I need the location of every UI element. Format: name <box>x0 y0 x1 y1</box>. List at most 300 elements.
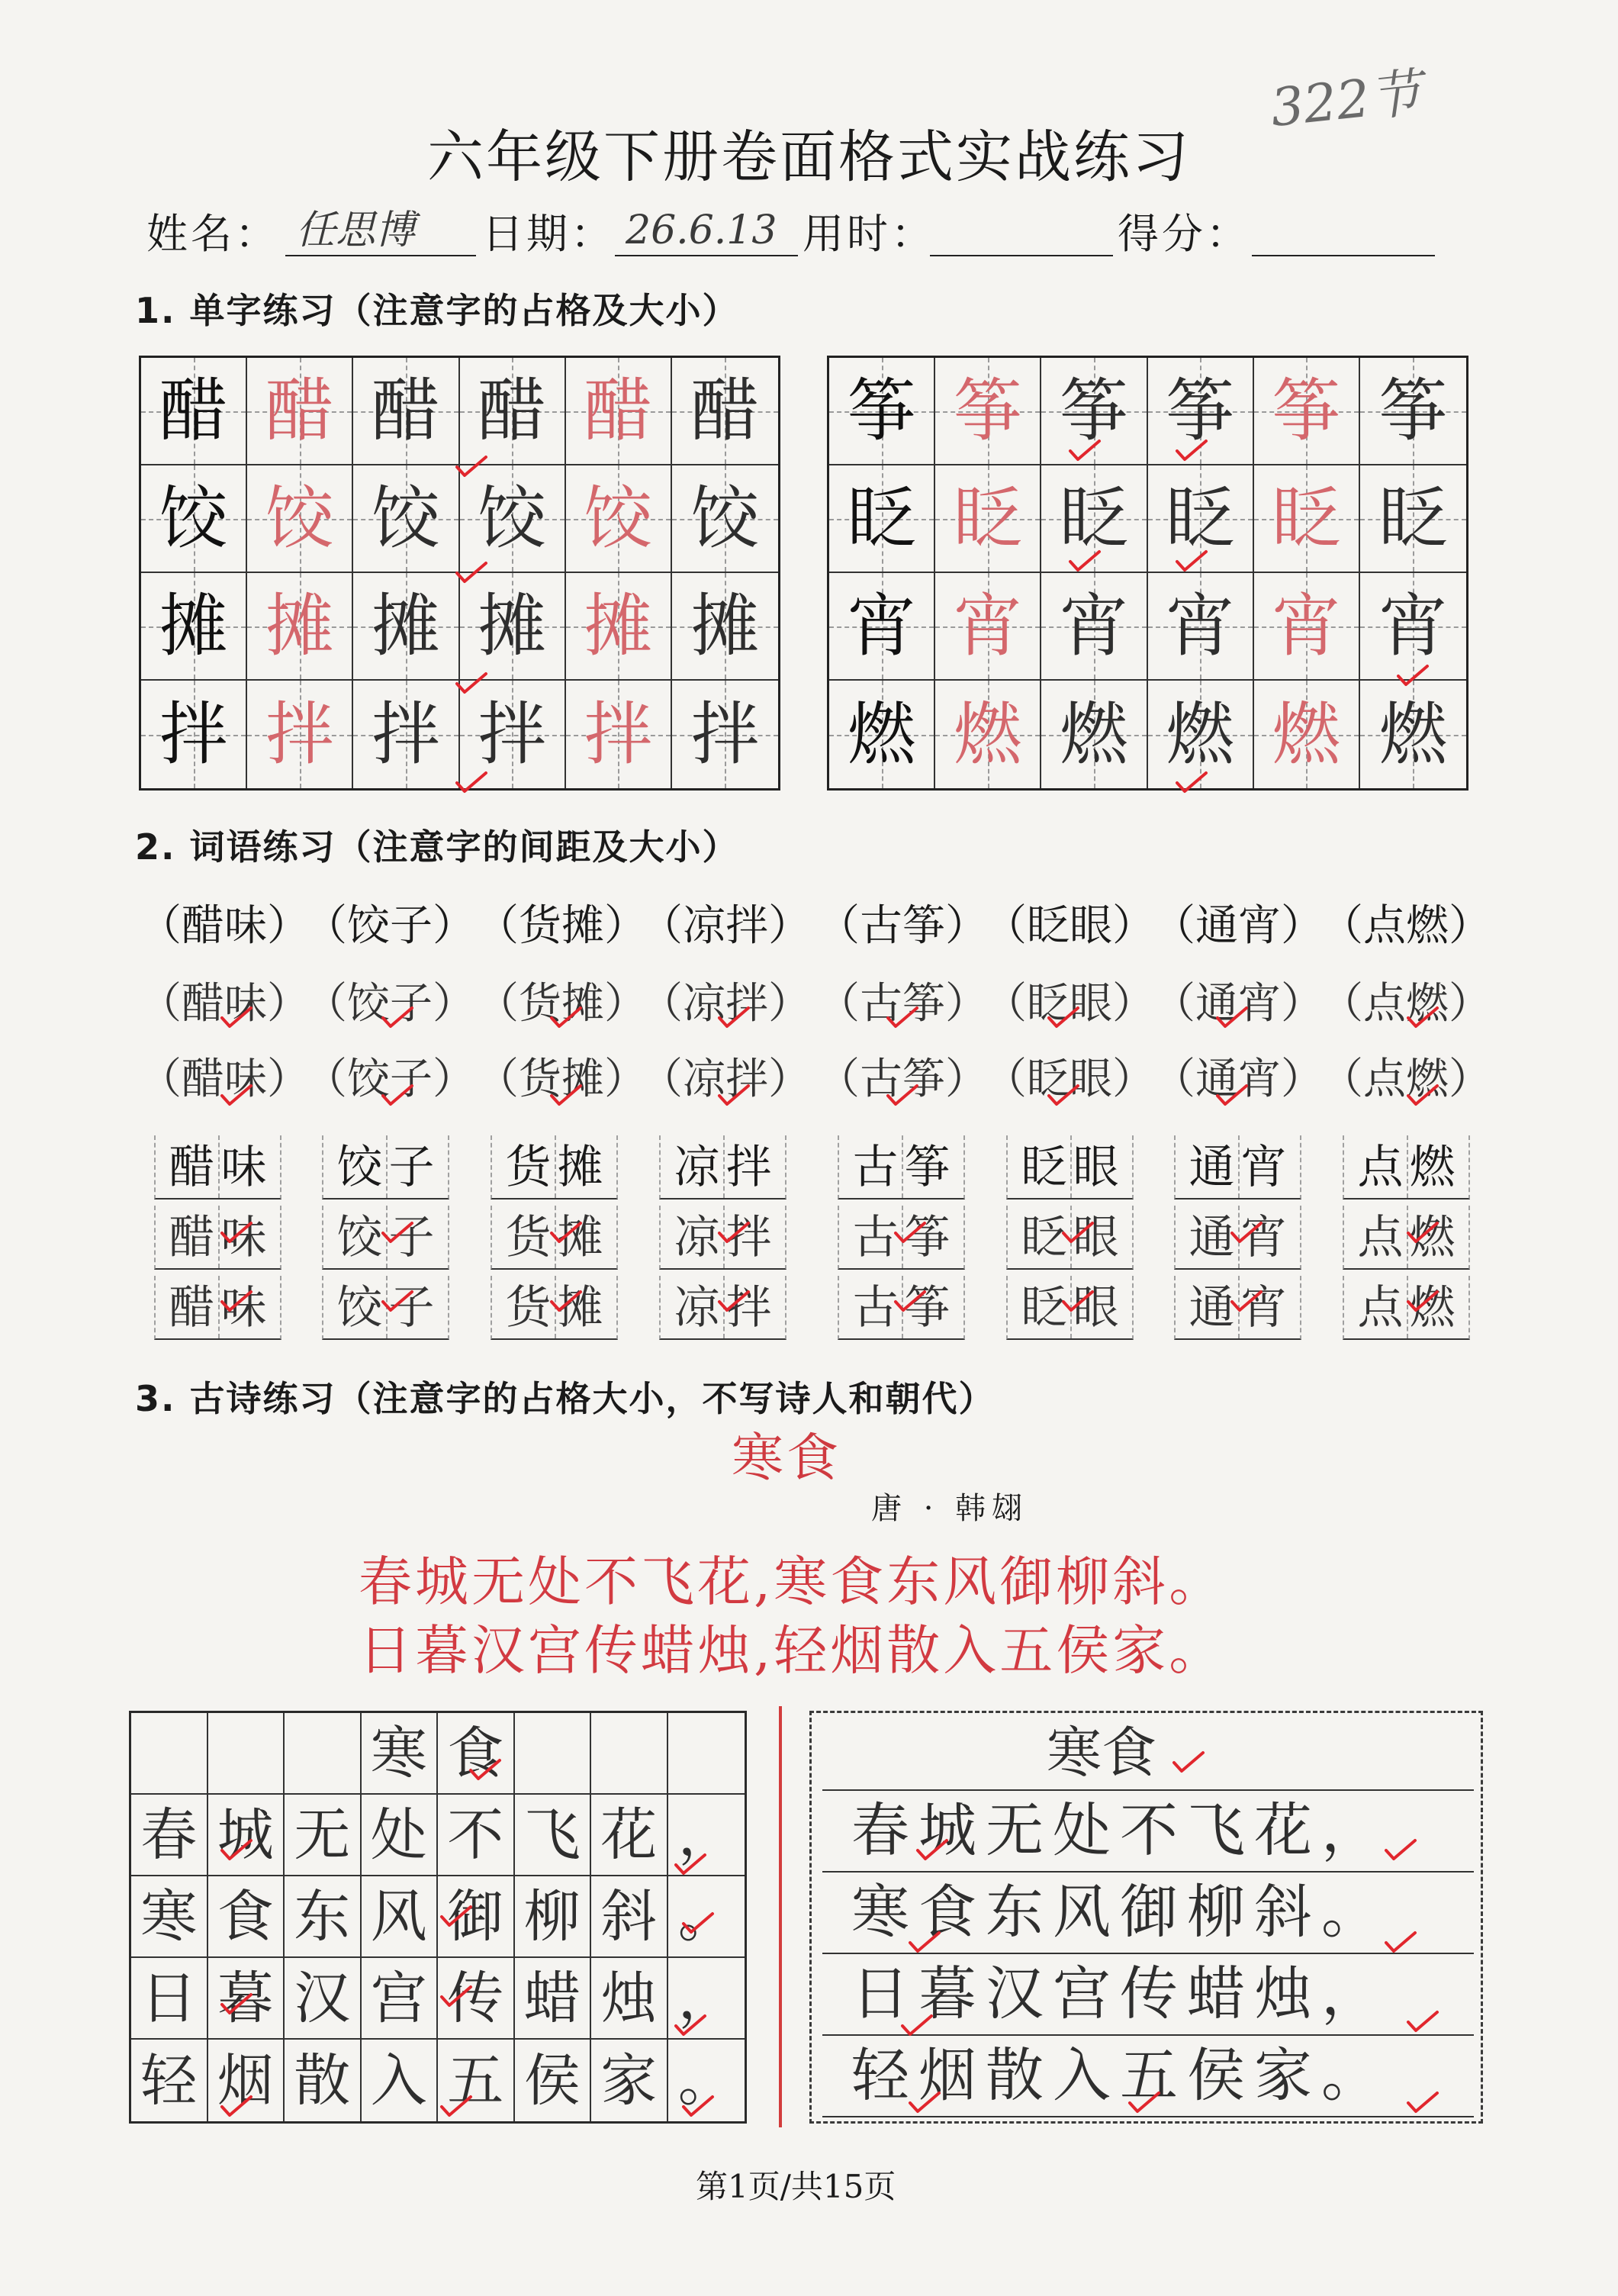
grid-character: 筝 <box>953 370 1022 451</box>
grid-cell <box>285 2040 362 2121</box>
word-writing-box <box>659 1135 786 1200</box>
handwritten-character: 宫 <box>370 1965 427 2031</box>
grid-character: 拌 <box>371 694 440 774</box>
worksheet-title: 六年级下册卷面格式实战练习 <box>427 124 1191 190</box>
check-mark <box>915 1838 949 1861</box>
check-mark <box>900 2014 934 2037</box>
check-mark <box>1068 439 1102 462</box>
grid-character: 燃 <box>1166 694 1235 774</box>
check-mark <box>717 1084 751 1106</box>
handwritten-character: ， <box>677 1802 735 1868</box>
word-text: 凉拌 <box>674 1211 778 1264</box>
grid-character: 摊 <box>478 585 547 666</box>
handwritten-character: ， <box>677 1965 735 2031</box>
word-writing-box <box>1343 1135 1470 1200</box>
grid-character: 宵 <box>1272 585 1341 666</box>
check-mark <box>455 561 488 584</box>
tianzige-cell <box>141 465 247 573</box>
name-value: 任思博 <box>296 208 416 253</box>
bracket-word: （通宵） <box>1153 1055 1324 1104</box>
tianzige-cell <box>1254 465 1360 573</box>
word-text: 醋味 <box>169 1211 273 1264</box>
check-mark <box>1406 1221 1439 1244</box>
handwritten-character: 处 <box>370 1802 427 1868</box>
word-text: 货摊 <box>505 1281 610 1335</box>
grid-character: 摊 <box>371 585 440 666</box>
handwritten-poem-line: 轻烟散入五侯家。 <box>851 2041 1388 2109</box>
grid-character: 眨 <box>1059 478 1128 559</box>
check-mark <box>1047 1006 1080 1029</box>
grid-character: 饺 <box>584 478 653 559</box>
grid-character: 摊 <box>159 585 228 666</box>
bracket-word: （古筝） <box>817 979 988 1029</box>
word-writing-box <box>154 1276 281 1340</box>
grid-cell <box>131 1713 208 1795</box>
tianzige-cell <box>1360 465 1466 573</box>
grid-character: 眨 <box>1272 478 1341 559</box>
bracket-word: （眨眼） <box>984 979 1155 1029</box>
grid-character: 宵 <box>847 585 916 666</box>
date-label: 日期： <box>482 210 615 258</box>
handwritten-character: 御 <box>447 1883 504 1950</box>
check-mark <box>439 1905 473 1927</box>
tianzige-cell <box>672 681 778 788</box>
tianzige-cell <box>141 681 247 788</box>
page-number: 第1页/共15页 <box>696 2168 896 2205</box>
grid-character: 燃 <box>1272 694 1341 774</box>
word-text: 饺子 <box>336 1141 441 1194</box>
bracket-word: （饺子） <box>304 901 475 951</box>
grid-cell <box>362 1958 439 2040</box>
grid-character: 筝 <box>1166 370 1235 451</box>
grid-cell <box>362 1795 439 1876</box>
poem-line: 日暮汉宫传蜡烛,轻烟散入五侯家。 <box>359 1619 1226 1682</box>
word-text: 古筝 <box>852 1281 957 1335</box>
tianzige-cell <box>247 465 353 573</box>
grid-character: 眨 <box>953 478 1022 559</box>
tianzige-cell <box>247 573 353 681</box>
character-grid-right <box>827 356 1468 791</box>
grid-character: 拌 <box>265 694 334 774</box>
handwritten-corner-note: 322节 <box>1268 63 1425 140</box>
poem-grid-practice <box>129 1711 747 2124</box>
grid-cell <box>208 1795 285 1876</box>
handwritten-poem-line: 寒食东风御柳斜。 <box>851 1878 1388 1946</box>
word-writing-box <box>838 1135 965 1200</box>
tianzige-cell <box>1360 358 1466 465</box>
bracket-word: （饺子） <box>304 979 475 1029</box>
tianzige-cell <box>672 465 778 573</box>
handwritten-character: 暮 <box>217 1965 274 2031</box>
grid-cell <box>131 1795 208 1876</box>
grid-cell <box>285 1876 362 1958</box>
grid-cell <box>362 1713 439 1795</box>
check-mark <box>681 1911 715 1934</box>
grid-character: 摊 <box>584 585 653 666</box>
grid-cell <box>438 1713 515 1795</box>
bracket-word: （货摊） <box>476 1055 647 1104</box>
tianzige-cell <box>566 681 672 788</box>
word-text: 凉拌 <box>674 1141 778 1194</box>
word-text: 点燃 <box>1357 1141 1462 1194</box>
check-mark <box>893 1290 927 1312</box>
check-mark <box>549 1290 583 1312</box>
tianzige-cell <box>935 681 1041 788</box>
check-mark <box>908 1931 941 1953</box>
section2-heading: 2. 词语练习（注意字的间距及大小） <box>135 826 739 868</box>
check-mark <box>674 2014 707 2037</box>
handwritten-character: 城 <box>217 1802 274 1868</box>
handwritten-character: 烟 <box>217 2047 274 2114</box>
tianzige-cell <box>935 465 1041 573</box>
section3-heading: 3. 古诗练习（注意字的占格大小，不写诗人和朝代） <box>135 1378 996 1419</box>
handwritten-character: 蜡 <box>523 1965 581 2031</box>
handwritten-poem-line: 日暮汉宫传蜡烛， <box>851 1959 1388 2027</box>
tianzige-cell <box>1254 358 1360 465</box>
check-mark <box>1175 439 1208 462</box>
grid-cell <box>515 1713 592 1795</box>
bracket-word: （点燃） <box>1320 979 1491 1029</box>
tianzige-cell <box>829 358 935 465</box>
handwritten-character: 不 <box>447 1802 504 1868</box>
check-mark <box>549 1221 583 1244</box>
grid-character: 宵 <box>1378 585 1448 666</box>
handwritten-character: 飞 <box>523 1802 581 1868</box>
handwritten-character: 柳 <box>523 1883 581 1950</box>
poem-title: 寒食 <box>731 1428 841 1489</box>
bracket-word: （醋味） <box>139 1055 310 1104</box>
grid-cell <box>285 1795 362 1876</box>
lined-word-row <box>0 1135 1618 1200</box>
word-text: 眨眼 <box>1021 1211 1125 1264</box>
word-text: 通宵 <box>1189 1281 1293 1335</box>
tianzige-cell <box>672 573 778 681</box>
check-mark <box>1396 664 1430 687</box>
handwritten-character: 食 <box>447 1720 504 1786</box>
tianzige-cell <box>1041 573 1147 681</box>
bracket-word: （点燃） <box>1320 1055 1491 1104</box>
check-mark <box>717 1221 751 1244</box>
handwritten-character: 入 <box>370 2047 427 2114</box>
grid-character: 饺 <box>371 478 440 559</box>
tianzige-cell <box>353 358 459 465</box>
grid-cell <box>131 2040 208 2121</box>
handwritten-character: 春 <box>140 1802 198 1868</box>
tianzige-cell <box>935 358 1041 465</box>
check-mark <box>1406 1006 1439 1029</box>
grid-cell <box>285 1713 362 1795</box>
tianzige-cell <box>1254 681 1360 788</box>
word-text: 通宵 <box>1189 1141 1293 1194</box>
bracket-word: （醋味） <box>139 901 310 951</box>
grid-character: 宵 <box>1059 585 1128 666</box>
check-mark <box>220 1006 253 1029</box>
bracket-word: （通宵） <box>1153 901 1324 951</box>
time-field <box>930 206 1113 256</box>
word-text: 眨眼 <box>1021 1141 1125 1194</box>
grid-character: 饺 <box>690 478 760 559</box>
bracket-word: （通宵） <box>1153 979 1324 1029</box>
grid-cell <box>515 1876 592 1958</box>
grid-character: 燃 <box>953 694 1022 774</box>
bracket-word: （饺子） <box>304 1055 475 1104</box>
check-mark <box>549 1006 583 1029</box>
word-text: 凉拌 <box>674 1281 778 1335</box>
grid-character: 筝 <box>1272 370 1341 451</box>
word-text: 通宵 <box>1189 1211 1293 1264</box>
grid-character: 眨 <box>847 478 916 559</box>
check-mark <box>1047 1084 1080 1106</box>
grid-character: 燃 <box>847 694 916 774</box>
grid-character: 醋 <box>584 370 653 451</box>
check-mark <box>455 771 488 794</box>
check-mark <box>220 1838 253 1861</box>
grid-cell <box>515 1795 592 1876</box>
check-mark <box>717 1006 751 1029</box>
grid-character: 宵 <box>1166 585 1235 666</box>
handwritten-character: 烛 <box>600 1965 658 2031</box>
handwritten-poem-line: 春城无处不飞花， <box>851 1796 1388 1864</box>
bracket-word-row <box>0 899 1618 954</box>
check-mark <box>1230 1290 1263 1312</box>
grid-character: 筝 <box>1059 370 1128 451</box>
handwritten-character: 家 <box>600 2047 658 2114</box>
grid-character: 燃 <box>1059 694 1128 774</box>
handwritten-character: 汉 <box>294 1965 351 2031</box>
word-text: 醋味 <box>169 1141 273 1194</box>
handwritten-character: 寒 <box>140 1883 198 1950</box>
word-writing-box <box>322 1135 449 1200</box>
grid-character: 饺 <box>265 478 334 559</box>
bracket-word: （凉拌） <box>640 1055 811 1104</box>
grid-character: 饺 <box>159 478 228 559</box>
handwritten-character: 侯 <box>523 2047 581 2114</box>
grid-cell <box>591 1713 668 1795</box>
check-mark <box>1172 1750 1205 1773</box>
grid-cell <box>591 1876 668 1958</box>
tianzige-cell <box>141 358 247 465</box>
grid-character: 眨 <box>1166 478 1235 559</box>
time-label: 用时： <box>803 210 935 258</box>
tianzige-cell <box>353 573 459 681</box>
grid-cell <box>515 2040 592 2121</box>
handwritten-character: 五 <box>447 2047 504 2114</box>
handwritten-character: 传 <box>447 1965 504 2031</box>
tianzige-cell <box>1360 681 1466 788</box>
tianzige-cell <box>460 573 566 681</box>
word-text: 货摊 <box>505 1211 610 1264</box>
handwritten-character: 无 <box>294 1802 351 1868</box>
bracket-word: （古筝） <box>817 1055 988 1104</box>
handwritten-character: 。 <box>677 2047 735 2114</box>
grid-cell <box>515 1958 592 2040</box>
poem-line: 春城无处不飞花,寒食东风御柳斜。 <box>359 1551 1226 1613</box>
check-mark <box>381 1221 414 1244</box>
tianzige-cell <box>460 465 566 573</box>
check-mark <box>1215 1084 1249 1106</box>
line-box-title: 寒食 <box>1046 1721 1156 1785</box>
grid-character: 醋 <box>265 370 334 451</box>
bracket-word: （货摊） <box>476 901 647 951</box>
grid-cell <box>131 1958 208 2040</box>
check-mark <box>1406 2091 1439 2114</box>
grid-character: 眨 <box>1378 478 1448 559</box>
tianzige-cell <box>935 573 1041 681</box>
grid-character: 饺 <box>478 478 547 559</box>
poem-line-practice-box <box>809 1711 1483 2124</box>
word-text: 饺子 <box>336 1211 441 1264</box>
check-mark <box>381 1290 414 1312</box>
check-mark <box>1384 1931 1417 1953</box>
check-mark <box>886 1006 919 1029</box>
poem-author: 唐 · 韩翃 <box>871 1491 1029 1526</box>
tianzige-cell <box>566 358 672 465</box>
grid-cell <box>591 1795 668 1876</box>
check-mark <box>1127 2091 1161 2114</box>
grid-character: 摊 <box>265 585 334 666</box>
check-mark <box>1061 1290 1095 1312</box>
word-writing-box <box>491 1135 618 1200</box>
tianzige-cell <box>1148 573 1254 681</box>
check-mark <box>381 1006 414 1029</box>
tianzige-cell <box>353 465 459 573</box>
grid-cell <box>208 1713 285 1795</box>
tianzige-cell <box>566 573 672 681</box>
handwritten-character: 轻 <box>140 2047 198 2114</box>
handwritten-character: 散 <box>294 2047 351 2114</box>
bracket-word: （货摊） <box>476 979 647 1029</box>
check-mark <box>439 2095 473 2117</box>
check-mark <box>893 1221 927 1244</box>
word-writing-box <box>154 1135 281 1200</box>
word-writing-box <box>1174 1135 1301 1200</box>
check-mark <box>455 671 488 694</box>
grid-character: 筝 <box>1378 370 1448 451</box>
check-mark <box>908 2091 941 2114</box>
handwritten-character: 日 <box>140 1965 198 2031</box>
tianzige-cell <box>566 465 672 573</box>
word-writing-box <box>154 1206 281 1270</box>
handwritten-character: 寒 <box>370 1720 427 1786</box>
name-field <box>285 206 476 256</box>
handwritten-character: 东 <box>294 1883 351 1950</box>
check-mark <box>1406 1290 1439 1312</box>
bracket-word: （点燃） <box>1320 901 1491 951</box>
grid-cell <box>362 2040 439 2121</box>
grid-character: 拌 <box>159 694 228 774</box>
check-mark <box>1230 1221 1263 1244</box>
word-text: 点燃 <box>1357 1281 1462 1335</box>
bracket-word: （古筝） <box>817 901 988 951</box>
tianzige-cell <box>829 681 935 788</box>
score-field <box>1252 206 1435 256</box>
handwritten-character: 花 <box>600 1802 658 1868</box>
check-mark <box>220 1992 253 2015</box>
tianzige-cell <box>460 358 566 465</box>
grid-character: 拌 <box>478 694 547 774</box>
word-text: 醋味 <box>169 1281 273 1335</box>
bracket-word: （醋味） <box>139 979 310 1029</box>
word-text: 眨眼 <box>1021 1281 1125 1335</box>
bracket-word: （眨眼） <box>984 1055 1155 1104</box>
check-mark <box>549 1084 583 1106</box>
check-mark <box>1061 1221 1095 1244</box>
tianzige-cell <box>829 573 935 681</box>
word-text: 货摊 <box>505 1141 610 1194</box>
check-mark <box>1068 549 1102 572</box>
tianzige-cell <box>1254 573 1360 681</box>
handwritten-character: 风 <box>370 1883 427 1950</box>
date-field <box>615 206 798 256</box>
date-value: 26.6.13 <box>626 208 777 253</box>
grid-character: 燃 <box>1378 694 1448 774</box>
grid-character: 醋 <box>478 370 547 451</box>
word-text: 点燃 <box>1357 1211 1462 1264</box>
check-mark <box>381 1084 414 1106</box>
section1-heading: 1. 单字练习（注意字的占格及大小） <box>135 290 739 331</box>
check-mark <box>439 1985 473 2008</box>
word-text: 饺子 <box>336 1281 441 1335</box>
word-text: 古筝 <box>852 1141 957 1194</box>
check-mark <box>220 2095 253 2117</box>
grid-cell <box>438 1795 515 1876</box>
tianzige-cell <box>353 681 459 788</box>
name-label: 姓名： <box>146 210 279 258</box>
check-mark <box>674 1853 707 1876</box>
grid-cell <box>131 1876 208 1958</box>
check-mark <box>220 1084 253 1106</box>
grid-cell <box>285 1958 362 2040</box>
handwritten-character: 斜 <box>600 1883 658 1950</box>
grid-character: 醋 <box>159 370 228 451</box>
check-mark <box>1384 1838 1417 1861</box>
word-writing-box <box>1006 1135 1134 1200</box>
check-mark <box>1175 549 1208 572</box>
ruled-line <box>822 2116 1474 2117</box>
check-mark <box>220 1290 253 1312</box>
check-mark <box>717 1290 751 1312</box>
tianzige-cell <box>141 573 247 681</box>
check-mark <box>1175 771 1208 794</box>
tianzige-cell <box>247 358 353 465</box>
grid-cell <box>208 1876 285 1958</box>
score-label: 得分： <box>1118 210 1250 258</box>
bracket-word: （凉拌） <box>640 901 811 951</box>
grid-character: 醋 <box>690 370 760 451</box>
bracket-word: （眨眼） <box>984 901 1155 951</box>
grid-character: 醋 <box>371 370 440 451</box>
handwritten-character: 。 <box>677 1883 735 1950</box>
grid-cell <box>591 2040 668 2121</box>
grid-character: 宵 <box>953 585 1022 666</box>
tianzige-cell <box>1041 681 1147 788</box>
check-mark <box>886 1084 919 1106</box>
tianzige-cell <box>672 358 778 465</box>
grid-character: 拌 <box>690 694 760 774</box>
bracket-word: （凉拌） <box>640 979 811 1029</box>
handwritten-character: 食 <box>217 1883 274 1950</box>
check-mark <box>468 1758 502 1781</box>
grid-character: 拌 <box>584 694 653 774</box>
check-mark <box>455 455 488 478</box>
check-mark <box>1215 1006 1249 1029</box>
grid-character: 筝 <box>847 370 916 451</box>
red-divider-line <box>779 1706 782 2127</box>
tianzige-cell <box>829 465 935 573</box>
grid-cell <box>362 1876 439 1958</box>
grid-character: 摊 <box>690 585 760 666</box>
check-mark <box>681 2095 715 2117</box>
